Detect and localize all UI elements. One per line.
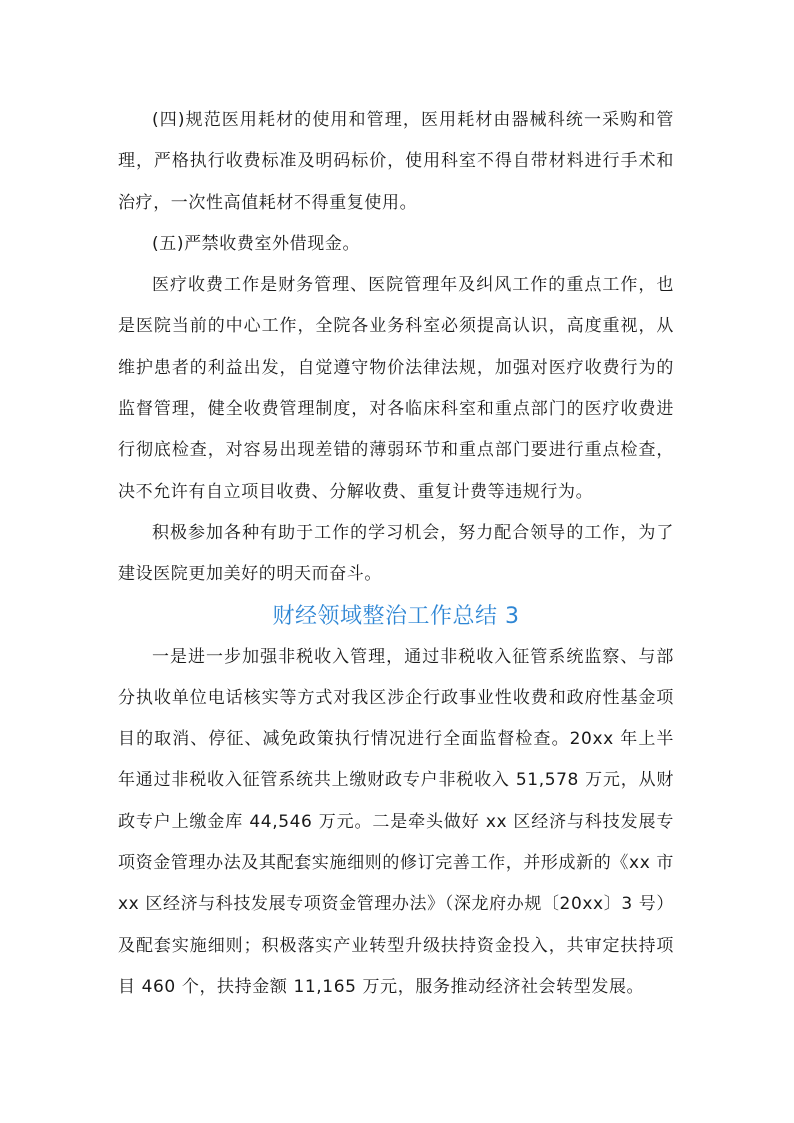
paragraph-fee-work-summary: 医疗收费工作是财务管理、医院管理年及纠风工作的重点工作，也是医院当前的中心工作，全院各业务科室必须提高认识，高度重视，从维护患者的利益出发，自觉遵守物价法律法规，加强对医疗收费行为的监督管理，健全收费管理制度，对各临床科室和重点部门的医疗收费进行彻底检查，对容易出现差错的薄弱环节和重点部门要进行重点检查，决不允许有自立项目收费、分解收费、重复计费等违规行为。 — [118, 275, 674, 502]
paragraph-item-5: (五)严禁收费室外借现金。 — [152, 233, 361, 254]
section-title: 财经领域整治工作总结 3 — [272, 603, 520, 629]
paragraph-item-4: (四)规范医用耗材的使用和管理，医用耗材由器械科统一采购和管理，严格执行收费标准及明码标价，使用科室不得自带材料进行手术和治疗，一次性高值耗材不得重复使用。 — [118, 110, 674, 213]
paragraph-closing: 积极参加各种有助于工作的学习机会，努力配合领导的工作，为了建设医院更加美好的明天而奋斗。 — [118, 522, 674, 585]
document-page — [118, 100, 674, 1008]
paragraph-section-3-body: 一是进一步加强非税收入管理，通过非税收入征管系统监察、与部分执收单位电话核实等方式对我区涉企行政事业性收费和政府性基金项目的取消、停征、减免政策执行情况进行全面监督检查。20xx 年上半年通过非税收入征管系统共上缴财政专户非税收入 51,578 万元，从财政专户上缴金库 44,546 万元。二是牵头做好 xx 区经济与科技发展专项资金管理办法及其配套实施细则的修订完善工作，并形成新的《xx 市 xx 区经济与科技发展专项资金管理办法》（深龙府办规〔20xx〕3 号）及配套实施细则；积极落实产业转型升级扶持资金投入，共审定扶持项目 460 个，扶持金额 11,165 万元，服务推动经济社会转型发展。 — [118, 646, 674, 997]
